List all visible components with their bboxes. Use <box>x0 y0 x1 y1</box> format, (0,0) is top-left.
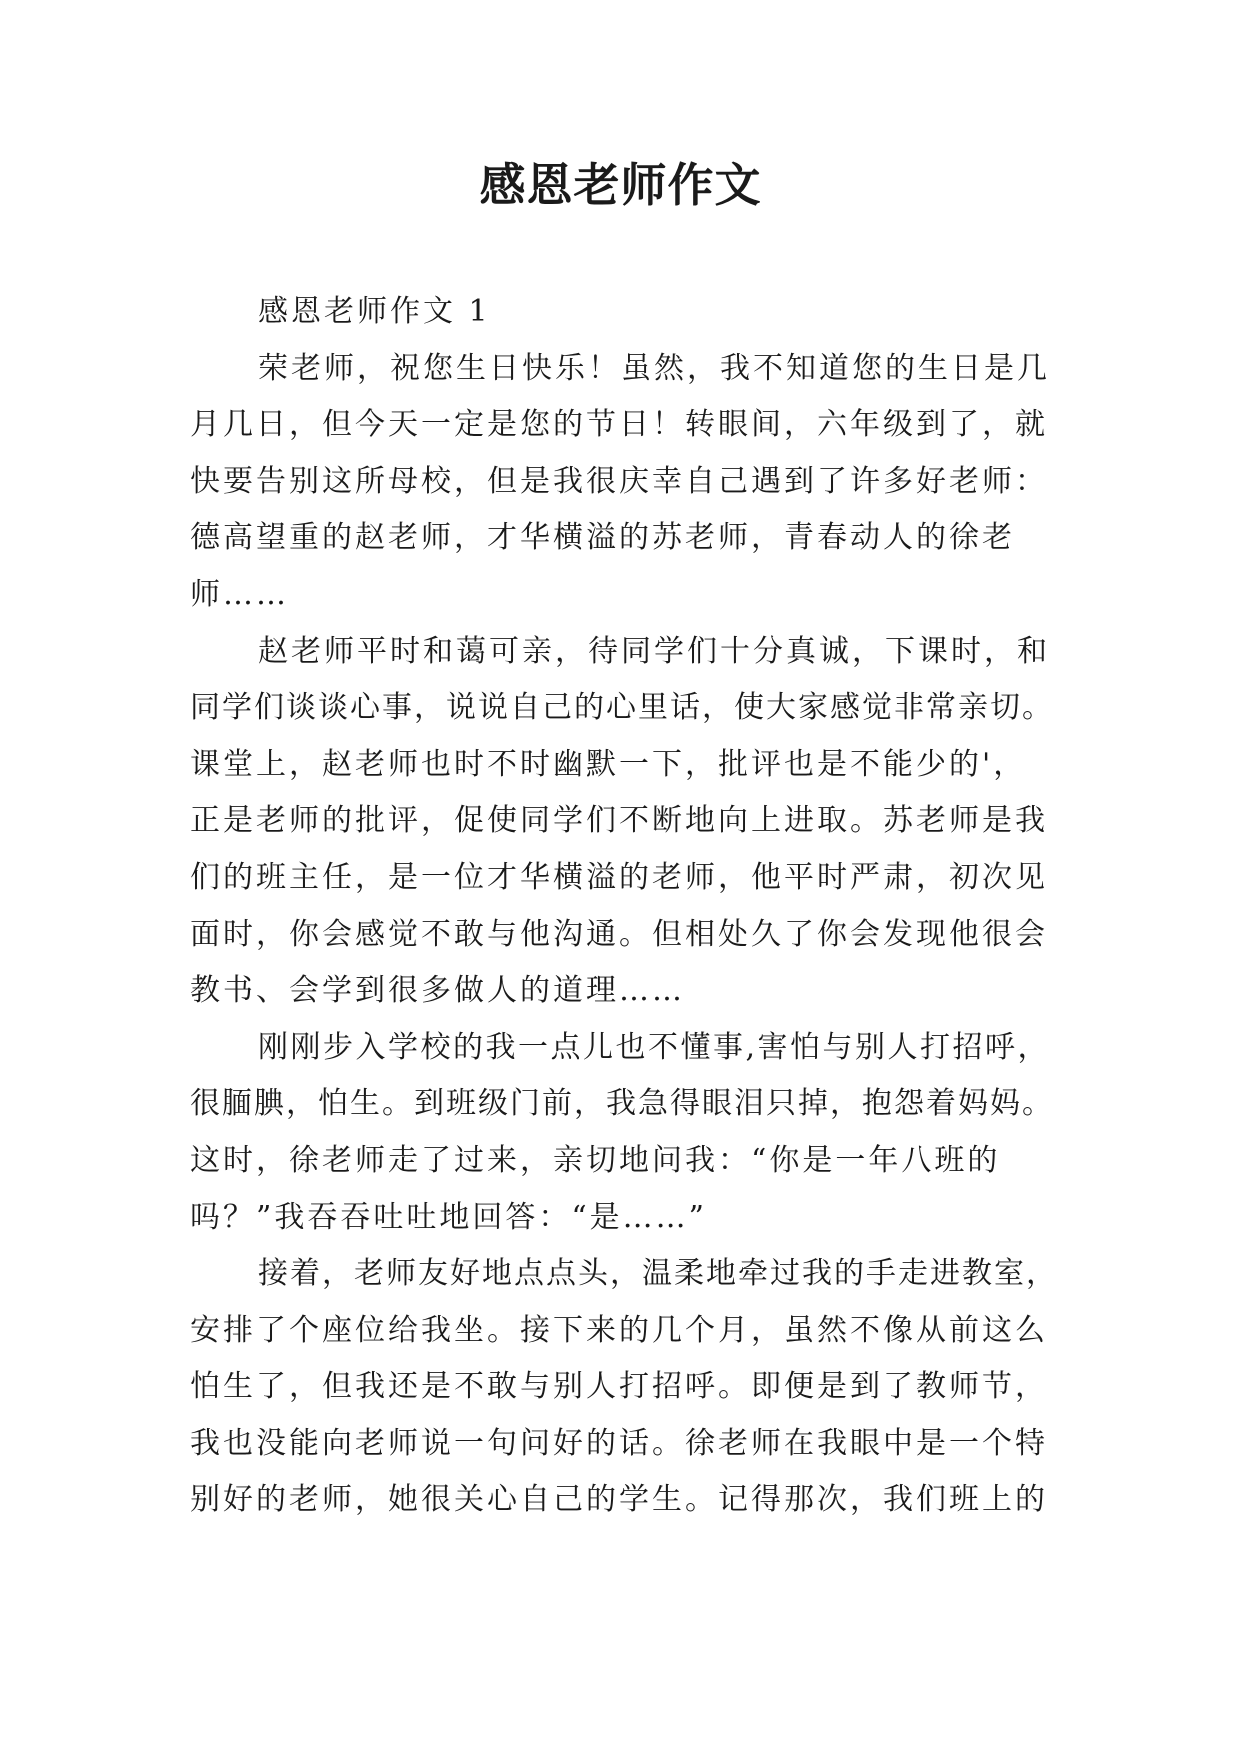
text-line: 月几日，但今天一定是您的节日！转眼间，六年级到了，就 <box>190 407 1048 443</box>
text-line: 荣老师，祝您生日快乐！虽然，我不知道您的生日是几 <box>258 350 1050 386</box>
text-line: 很腼腆，怕生。到班级门前，我急得眼泪只掉，抱怨着妈妈。 <box>190 1086 1054 1122</box>
text-line: 正是老师的批评，促使同学们不断地向上进取。苏老师是我 <box>190 803 1048 839</box>
text-line: 同学们谈谈心事，说说自己的心里话，使大家感觉非常亲切。 <box>190 690 1054 726</box>
document-title: 感恩老师作文 <box>479 158 762 212</box>
text-line: 面时，你会感觉不敢与他沟通。但相处久了你会发现他很会 <box>190 916 1048 952</box>
text-line: 这时，徐老师走了过来，亲切地问我：“你是一年八班的 <box>190 1142 1001 1178</box>
text-line: 吗？”我吞吞吐吐地回答：“是……” <box>190 1199 708 1235</box>
text-line: 德高望重的赵老师，才华横溢的苏老师，青春动人的徐老 <box>190 520 1015 556</box>
text-line: 接着，老师友好地点点头，温柔地牵过我的手走进教室， <box>258 1256 1058 1292</box>
text-line: 们的班主任，是一位才华横溢的老师，他平时严肃，初次见 <box>190 859 1048 895</box>
text-line: 教书、会学到很多做人的道理…… <box>190 973 685 1009</box>
text-line: 我也没能向老师说一句问好的话。徐老师在我眼中是一个特 <box>190 1425 1048 1461</box>
text-line: 安排了个座位给我坐。接下来的几个月，虽然不像从前这么 <box>190 1312 1048 1348</box>
document-body <box>190 284 1060 1529</box>
text-line: 快要告别这所母校，但是我很庆幸自己遇到了许多好老师： <box>190 463 1048 499</box>
text-line: 怕生了，但我还是不敢与别人打招呼。即便是到了教师节， <box>190 1369 1048 1405</box>
text-line: 赵老师平时和蔼可亲，待同学们十分真诚，下课时，和 <box>258 633 1050 669</box>
text-line: 刚刚步入学校的我一点儿也不懂事,害怕与别人打招呼， <box>258 1029 1051 1065</box>
text-line: 感恩老师作文 1 <box>258 294 491 329</box>
text-line: 师…… <box>190 576 289 612</box>
text-line: 别好的老师，她很关心自己的学生。记得那次，我们班上的 <box>190 1482 1048 1518</box>
text-line: 课堂上，赵老师也时不时幽默一下，批评也是不能少的'， <box>190 746 1027 782</box>
